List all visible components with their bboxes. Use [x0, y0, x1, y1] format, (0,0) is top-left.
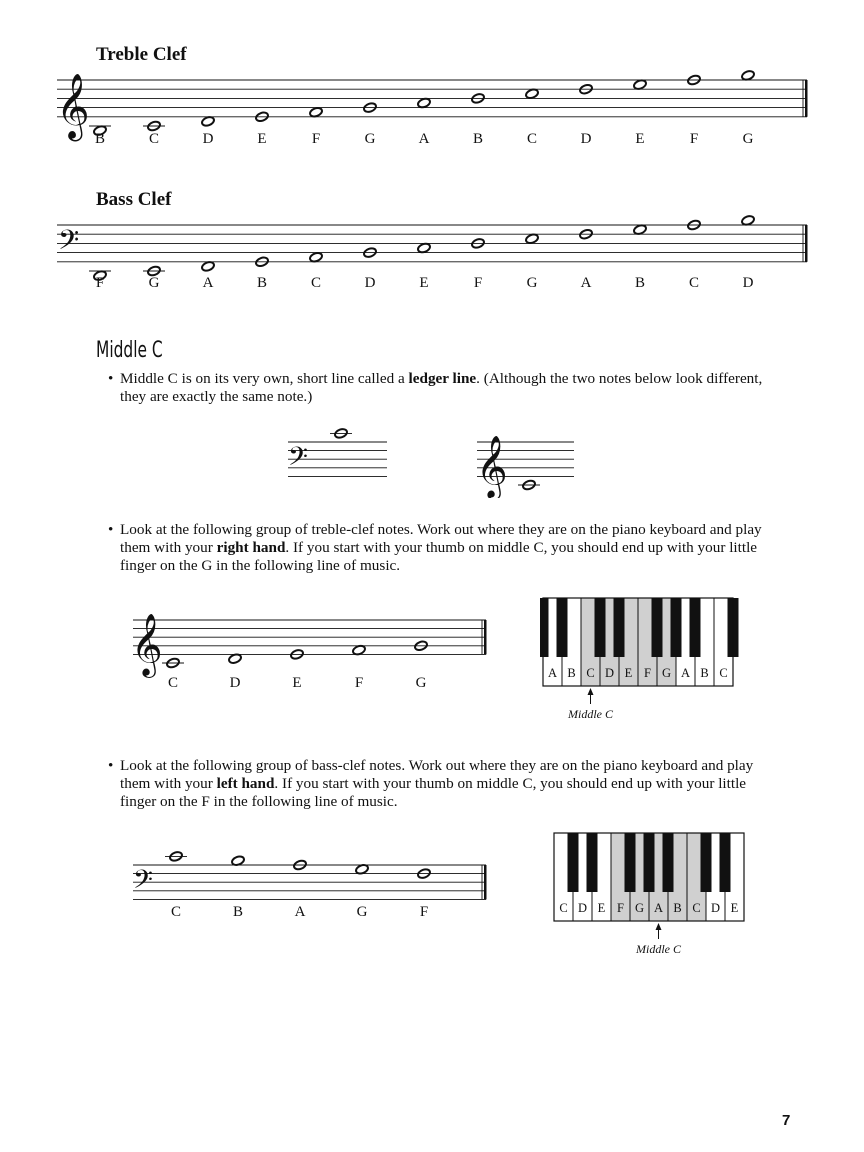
note-name-label: E [257, 131, 267, 147]
note-name-label: A [580, 275, 592, 291]
final-bar-line [805, 225, 808, 262]
treble-clef-heading: Treble Clef [96, 44, 187, 65]
key-label: C [559, 901, 568, 915]
whole-note [633, 224, 647, 236]
black-key [644, 833, 655, 892]
note-name-label: C [167, 675, 179, 691]
key-label: B [567, 666, 576, 680]
note-name-label: F [95, 275, 105, 291]
bullet-right-hand [108, 521, 770, 575]
bass-clef-icon: 𝄢 [58, 225, 80, 263]
note-name-label: A [294, 904, 306, 920]
black-key [663, 833, 674, 892]
bullet1-bold: ledger line [408, 370, 477, 387]
note-name-label: G [148, 275, 160, 291]
key-label: D [604, 666, 615, 680]
note-name-label: E [419, 275, 429, 291]
key-label: G [634, 901, 645, 915]
note-name-label: F [689, 131, 699, 147]
key-label: F [617, 901, 624, 915]
treble-staff-scale [0, 70, 864, 160]
note-name-label: E [635, 131, 645, 147]
note-name-label: G [742, 131, 754, 147]
key-label: G [661, 666, 672, 680]
bullet2-text: Look at the following group of treble-clef notes. Work out where they are on the piano keyboard and play them with your [120, 521, 762, 556]
key-label: A [680, 666, 691, 680]
note-name-label: B [94, 131, 106, 147]
page-number: 7 [782, 1112, 791, 1129]
note-name-label: C [170, 904, 182, 920]
bass-clef-icon: 𝄢 [288, 441, 308, 477]
final-bar-line [484, 620, 487, 654]
note-name-label: D [580, 131, 592, 147]
note-name-label: C [310, 275, 322, 291]
note-name-label: C [526, 131, 538, 147]
key-label: A [653, 901, 664, 915]
whole-note [309, 106, 323, 118]
key-label: B [700, 666, 709, 680]
middle-c-comparison [280, 428, 590, 498]
treble-clef-icon: 𝄞 [56, 74, 90, 138]
left-hand-staff [125, 845, 495, 930]
key-label: C [719, 666, 728, 680]
middle-c-title: Middle C [96, 338, 163, 363]
key-label: E [624, 666, 633, 680]
note-name-label: F [473, 275, 483, 291]
bullet3-text: Look at the following group of bass-clef notes. Work out where they are on the piano keyboard and play them with your [120, 757, 754, 792]
black-key [720, 833, 731, 892]
note-name-label: B [232, 904, 244, 920]
bullet-dot: • [108, 370, 114, 387]
bullet-dot: • [108, 757, 114, 774]
right-hand-staff [125, 612, 495, 697]
middle-c-label: Middle C [636, 942, 681, 956]
bullet3-bold: left hand [216, 775, 275, 792]
bullet-ledger-line [108, 370, 770, 406]
whole-note [309, 251, 323, 263]
note-name-label: F [311, 131, 321, 147]
left-hand-keyboard [550, 830, 750, 960]
note-name-label: G [364, 131, 376, 147]
black-key [701, 833, 712, 892]
black-key [625, 833, 636, 892]
note-name-label: C [688, 275, 700, 291]
note-name-label: D [202, 131, 214, 147]
note-name-label: B [472, 131, 484, 147]
black-key [614, 598, 625, 657]
note-name-label: B [256, 275, 268, 291]
bass-clef-heading: Bass Clef [96, 189, 172, 210]
key-label: C [692, 901, 701, 915]
key-label: D [710, 901, 721, 915]
bullet1-text: Middle C is on its very own, short line called a [120, 370, 409, 387]
note-name-label: B [634, 275, 646, 291]
note-name-label: F [419, 904, 429, 920]
key-label: D [577, 901, 588, 915]
arrow-head-icon [656, 923, 662, 930]
key-label: C [586, 666, 595, 680]
bass-clef-icon: 𝄢 [133, 864, 153, 900]
middle-c-label: Middle C [568, 707, 613, 721]
key-label: A [547, 666, 558, 680]
note-name-label: C [148, 131, 160, 147]
key-label: E [597, 901, 606, 915]
whole-note [201, 261, 215, 273]
black-key [587, 833, 598, 892]
note-name-label: D [229, 675, 241, 691]
note-name-label: F [354, 675, 364, 691]
key-label: B [673, 901, 682, 915]
whole-note [633, 79, 647, 91]
note-name-label: A [202, 275, 214, 291]
bullet2-text-end: . If you start with your thumb on middle C, you should end up with your little finger on the G in the following line of music. [120, 539, 758, 574]
black-key [595, 598, 606, 657]
bass-staff-scale [0, 215, 864, 305]
black-key [557, 598, 568, 657]
key-label: E [730, 901, 739, 915]
final-bar-line [805, 80, 808, 117]
bullet-dot: • [108, 521, 114, 538]
bullet2-bold: right hand [216, 539, 286, 556]
final-bar-line [484, 865, 487, 899]
note-name-label: G [356, 904, 368, 920]
key-label: F [644, 666, 651, 680]
whole-note [201, 116, 215, 128]
black-key [690, 598, 701, 657]
whole-note [525, 88, 539, 100]
note-name-label: G [415, 675, 427, 691]
note-name-label: A [418, 131, 430, 147]
bullet1-text-end: . (Although the two notes below look different, they are exactly the same note.) [120, 370, 763, 405]
note-name-label: D [364, 275, 376, 291]
whole-note [741, 70, 755, 81]
bullet3-text-end: . If you start with your thumb on middle C, you should end up with your little finger on the F in the following line of music. [120, 775, 747, 810]
note-name-label: E [292, 675, 302, 691]
whole-note [417, 97, 431, 109]
right-hand-keyboard [540, 595, 755, 725]
black-key [568, 833, 579, 892]
whole-note [741, 215, 755, 226]
whole-note [525, 233, 539, 245]
whole-note [417, 242, 431, 254]
black-key [540, 598, 549, 657]
note-name-label: D [742, 275, 754, 291]
treble-clef-icon: 𝄞 [476, 436, 508, 497]
arrow-head-icon [588, 688, 594, 695]
note-name-label: G [526, 275, 538, 291]
bullet-left-hand [108, 757, 770, 811]
black-key [652, 598, 663, 657]
black-key [671, 598, 682, 657]
treble-clef-icon: 𝄞 [131, 614, 163, 675]
